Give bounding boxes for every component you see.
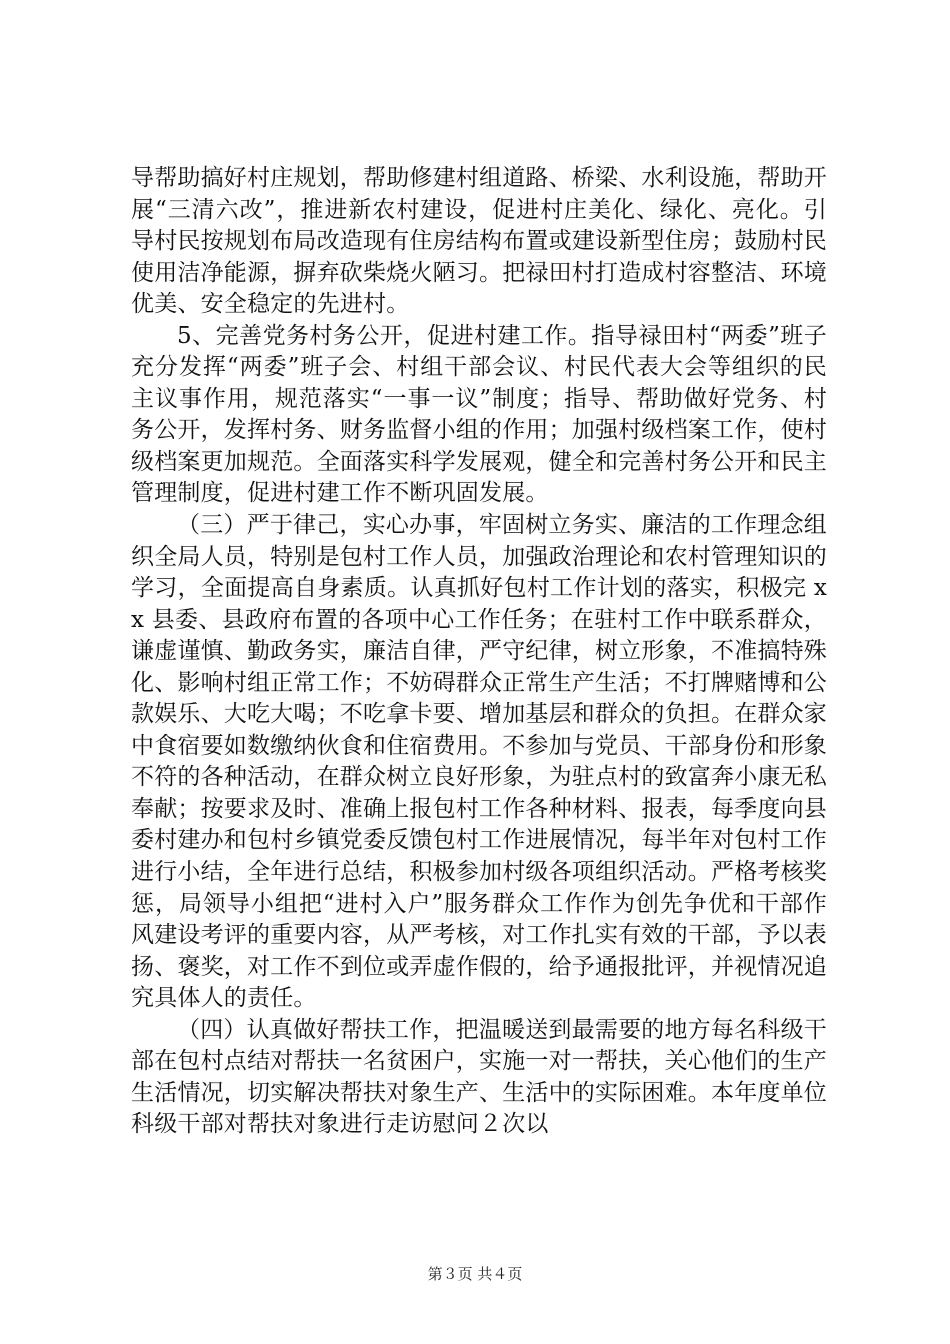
paragraph-1: 导帮助搞好村庄规划，帮助修建村组道路、桥梁、水利设施，帮助开展“三清六改”，推进新农村建设，促进村庄美化、绿化、亮化。引导村民按规划布局改造现有住房结构布置或建设新型住房；鼓励村民使用洁净能源，摒弃砍柴烧火陋习。把禄田村打造成村容整洁、环境优美、安全稳定的先进村。: [131, 165, 827, 318]
paragraph-4: （四）认真做好帮扶工作，把温暖送到最需要的地方每名科级干部在包村点结对帮扶一名贫困户，实施一对一帮扶，关心他们的生产生活情况，切实解决帮扶对象生产、生活中的实际困难。本年度单位科级干部对帮扶对象进行走访慰问２次以: [131, 1016, 827, 1138]
paragraph-2: 5、完善党务村务公开，促进村建工作。指导禄田村“两委”班子充分发挥“两委”班子会、村组干部会议、村民代表大会等组织的民主议事作用，规范落实“一事一议”制度；指导、帮助做好党务、村务公开，发挥村务、财务监督小组的作用；加强村级档案工作，使村级档案更加规范。全面落实科学发展观，健全和完善村务公开和民主管理制度，促进村建工作不断巩固发展。: [131, 322, 827, 507]
page-number-footer: 第３页 共４页: [427, 1265, 523, 1283]
document-body: [131, 163, 827, 1141]
paragraph-3: （三）严于律己，实心办事，牢固树立务实、廉洁的工作理念组织全局人员，特别是包村工作人员，加强政治理论和农村管理知识的学习，全面提高自身素质。认真抓好包村工作计划的落实，积极完 xx 县委、县政府布置的各项中心工作任务；在驻村工作中联系群众，谦虚谨慎、勤政务实，廉洁自律，严守纪律，树立形象，不准搞特殊化、影响村组正常工作；不妨碍群众正常生产生活；不打牌赌博和公款娱乐、大吃大喝；不吃拿卡要、增加基层和群众的负担。在群众家中食宿要如数缴纳伙食和住宿费用。不参加与党员、干部身份和形象不符的各种活动，在群众树立良好形象，为驻点村的致富奔小康无私奉献；按要求及时、准确上报包村工作各种材料、报表，每季度向县委村建办和包村乡镇党委反馈包村工作进展情况，每半年对包村工作进行小结，全年进行总结，积极参加村级各项组织活动。严格考核奖惩，局领导小组把“进村入户”服务群众工作作为创先争优和干部作风建设考评的重要内容，从严考核，对工作扎实有效的干部，予以表扬、褒奖，对工作不到位或弄虚作假的，给予通报批评，并视情况追究具体人的责任。: [131, 512, 827, 1012]
